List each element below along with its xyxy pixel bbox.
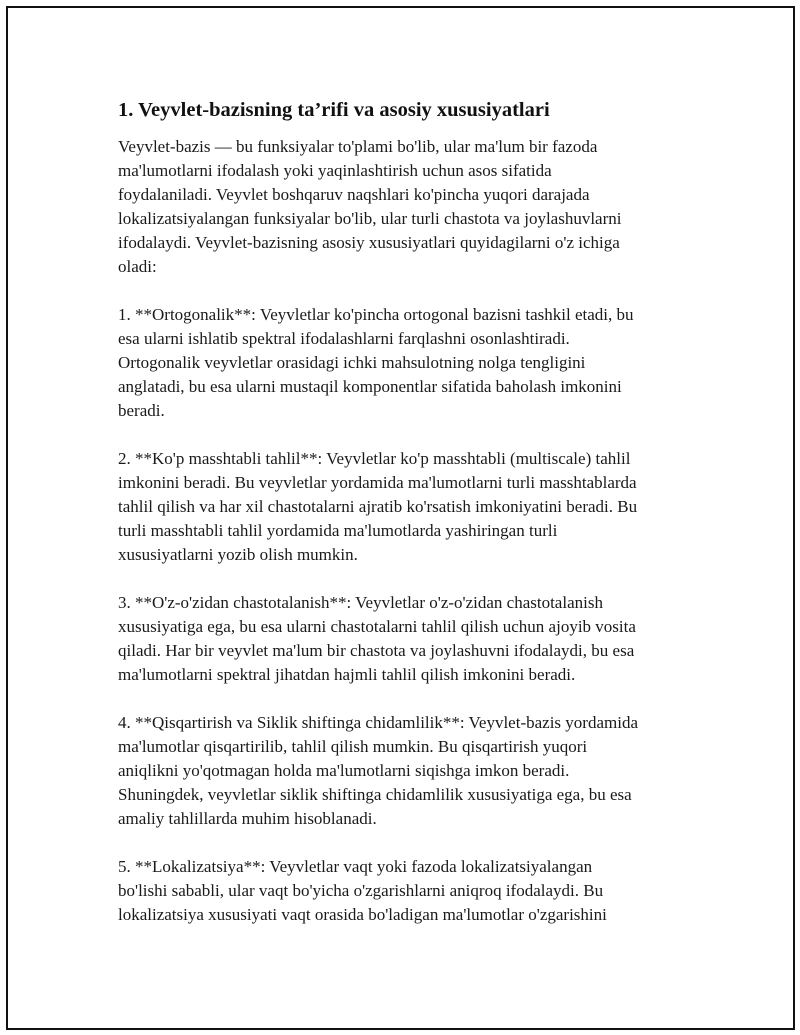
- page-frame: [6, 6, 795, 1030]
- section-heading: 1. Veyvlet-bazisning ta’rifi va asosiy xususiyatlari: [118, 99, 550, 121]
- page-content: [118, 96, 703, 951]
- list-item-compression-shift: 4. **Qisqartirish va Siklik shiftinga chidamlilik**: Veyvlet-bazis yordamida ma'lumotlar qisqartirilib, tahlil qilish mumkin. Bu qisqartirish yuqori aniqlikni yo'qotmagan holda ma'lumotlarni siqishga imkon beradi. Shuningdek, veyvletlar siklik shiftinga chidamlilik xususiyatiga ega, bu esa amaliy tahlillarda muhim hisoblanadi.: [118, 713, 638, 828]
- intro-paragraph: Veyvlet-bazis — bu funksiyalar to'plami bo'lib, ular ma'lum bir fazoda ma'lumotlarni ifodalash yoki yaqinlashtirish uchun asos sifatida foydalaniladi. Veyvlet boshqaruv naqshlari ko'pincha yuqori darajada lokalizatsiyalangan funksiyalar bo'lib, ular turli chastota va joylashuvlarni ifodalaydi. Veyvlet-bazisning asosiy xususiyatlari quyidagilarni o'z ichiga oladi:: [118, 137, 622, 276]
- list-item-self-frequency: 3. **O'z-o'zidan chastotalanish**: Veyvletlar o'z-o'zidan chastotalanish xususiyatiga ega, bu esa ularni chastotalarni tahlil qilish uchun ajoyib vosita qiladi. Har bir veyvlet ma'lum bir chastota va joylashuvni ifodalaydi, bu esa ma'lumotlarni spektral jihatdan hajmli tahlil qilish imkonini beradi.: [118, 593, 636, 684]
- list-item-multiscale-analysis: 2. **Ko'p masshtabli tahlil**: Veyvletlar ko'p masshtabli (multiscale) tahlil imkonini beradi. Bu veyvletlar yordamida ma'lumotlarni turli masshtablarda tahlil qilish va har xil chastotalarni ajratib ko'rsatish imkoniyatini beradi. Bu turli masshtabli tahlil yordamida ma'lumotlarda yashiringan turli xususiyatlarni yozib olish mumkin.: [118, 449, 638, 564]
- list-item-localization: 5. **Lokalizatsiya**: Veyvletlar vaqt yoki fazoda lokalizatsiyalangan bo'lishi sababli, ular vaqt bo'yicha o'zgarishlarni aniqroq ifodalaydi. Bu lokalizatsiya xususiyati vaqt orasida bo'ladigan ma'lumotlar o'zgarishini: [118, 857, 607, 924]
- list-item-orthogonality: 1. **Ortogonalik**: Veyvletlar ko'pincha ortogonal bazisni tashkil etadi, bu esa ularni ishlatib spektral ifodalashlarni farqlashni osonlashtiradi. Ortogonalik veyvletlar orasidagi ichki mahsulotning nolga tengligini anglatadi, bu esa ularni mustaqil komponentlar sifatida baholash imkonini beradi.: [118, 305, 634, 420]
